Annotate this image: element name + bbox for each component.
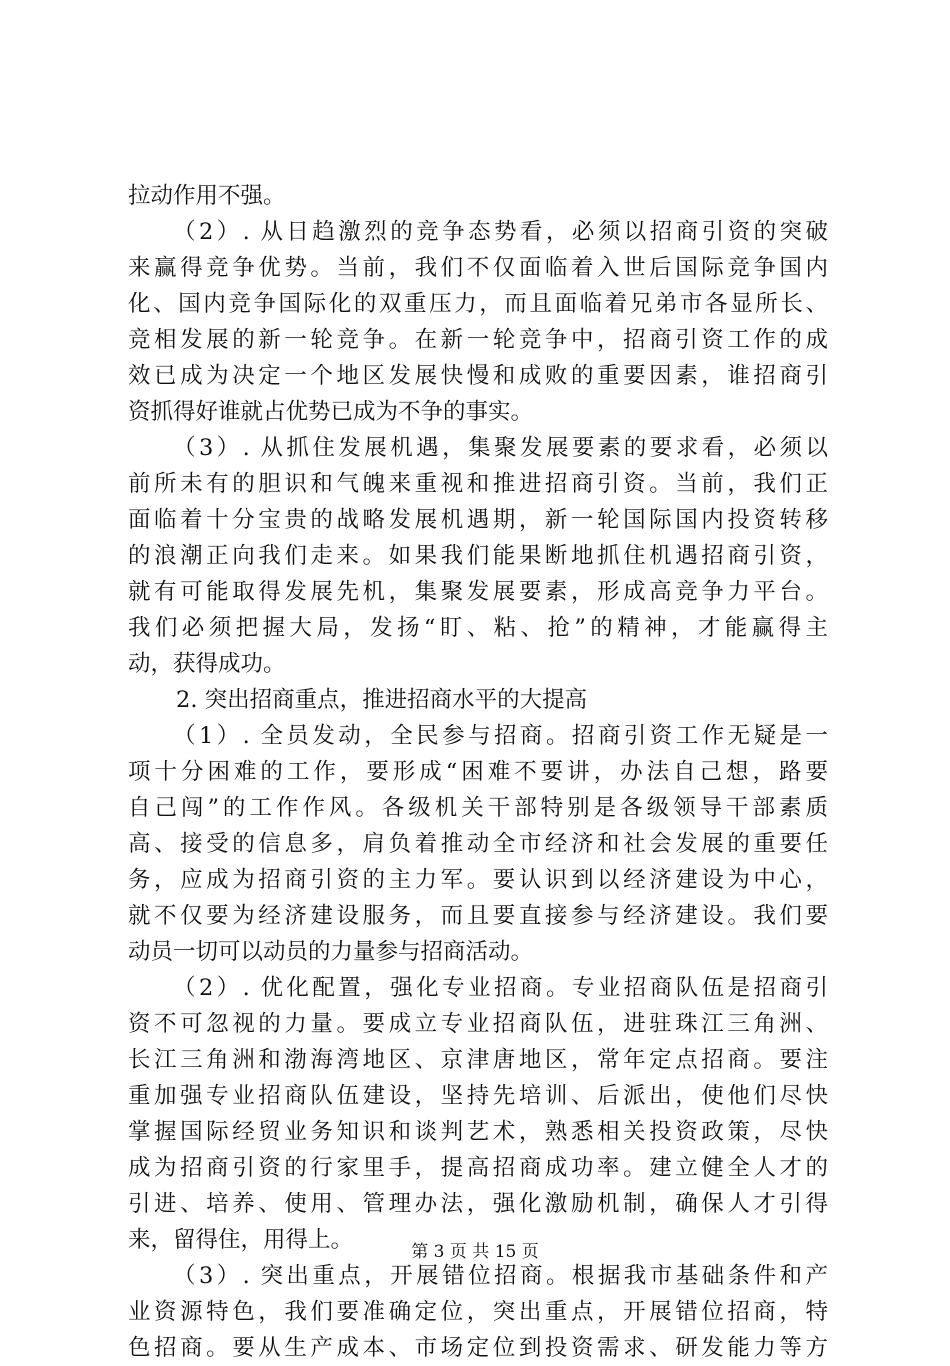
text-line: 重加强专业招商队伍建设，坚持先培训、后派出，使他们尽快 xyxy=(128,1083,828,1109)
text-line: 成为招商引资的行家里手，提高招商成功率。建立健全人才的 xyxy=(128,1155,828,1181)
text-line: 引进、培养、使用、管理办法，强化激励机制，确保人才引得 xyxy=(128,1191,828,1217)
text-line: 动员一切可以动员的力量参与招商活动。 xyxy=(128,939,534,965)
text-line: 来赢得竞争优势。当前，我们不仅面临着入世后国际竞争国内 xyxy=(128,255,828,281)
text-line: 竞相发展的新一轮竞争。在新一轮竞争中，招商引资工作的成 xyxy=(128,327,828,353)
text-line: 资抓得好谁就占优势已成为不争的事实。 xyxy=(128,399,534,425)
text-line: 的浪潮正向我们走来。如果我们能果断地抓住机遇招商引资， xyxy=(128,543,828,569)
text-line: 拉动作用不强。 xyxy=(128,183,286,209)
text-line: 效已成为决定一个地区发展快慢和成败的重要因素，谁招商引 xyxy=(128,363,828,389)
text-line: （3）. 突出重点，开展错位招商。根据我市基础条件和产 xyxy=(173,1263,828,1289)
text-line: 色招商。要从生产成本、市场定位到投资需求、研发能力等方 xyxy=(128,1335,828,1361)
text-line: 项十分困难的工作，要形成“困难不要讲，办法自己想，路要 xyxy=(128,759,828,785)
text-line: 就不仅要为经济建设服务，而且要直接参与经济建设。我们要 xyxy=(128,903,828,929)
text-line: 自己闯”的工作作风。各级机关干部特别是各级领导干部素质 xyxy=(128,795,828,821)
text-line: 长江三角洲和渤海湾地区、京津唐地区，常年定点招商。要注 xyxy=(128,1047,828,1073)
text-line: 资不可忽视的力量。要成立专业招商队伍，进驻珠江三角洲、 xyxy=(128,1011,828,1037)
text-line: 高、接受的信息多，肩负着推动全市经济和社会发展的重要任 xyxy=(128,831,828,857)
text-line: （2）. 从日趋激烈的竞争态势看，必须以招商引资的突破 xyxy=(173,219,828,245)
text-line: 来，留得住，用得上。 xyxy=(128,1227,354,1253)
text-line: 前所未有的胆识和气魄来重视和推进招商引资。当前，我们正 xyxy=(128,471,828,497)
text-line: 面临着十分宝贵的战略发展机遇期，新一轮国际国内投资转移 xyxy=(128,507,828,533)
page-footer: 第 3 页 共 15 页 xyxy=(411,1242,539,1262)
text-line: （3）. 从抓住发展机遇，集聚发展要素的要求看，必须以 xyxy=(173,435,828,461)
text-line: 化、国内竞争国际化的双重压力，而且面临着兄弟市各显所长、 xyxy=(128,291,828,317)
text-line: （2）. 优化配置，强化专业招商。专业招商队伍是招商引 xyxy=(173,975,828,1001)
document-body xyxy=(128,178,828,1366)
text-line: 业资源特色，我们要准确定位，突出重点，开展错位招商，特 xyxy=(128,1299,828,1325)
text-line: （1）. 全员发动，全民参与招商。招商引资工作无疑是一 xyxy=(173,723,828,749)
text-line: 我们必须把握大局，发扬“盯、粘、抢”的精神，才能赢得主 xyxy=(128,615,828,641)
text-line: 2. 突出招商重点，推进招商水平的大提高 xyxy=(176,687,588,713)
text-line: 掌握国际经贸业务知识和谈判艺术，熟悉相关投资政策，尽快 xyxy=(128,1119,828,1145)
text-line: 务，应成为招商引资的主力军。要认识到以经济建设为中心， xyxy=(128,867,828,893)
text-line: 动，获得成功。 xyxy=(128,651,286,677)
text-line: 就有可能取得发展先机，集聚发展要素，形成高竞争力平台。 xyxy=(128,579,828,605)
